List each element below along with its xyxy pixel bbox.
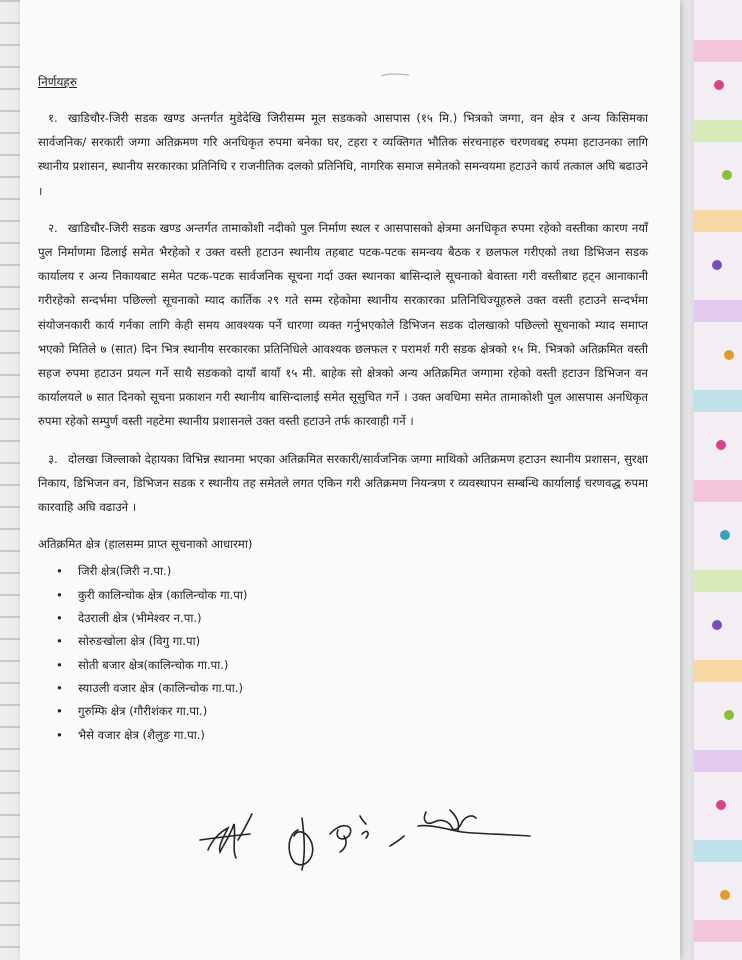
signature-1-icon: [200, 814, 252, 858]
bullet-icon: •: [56, 657, 63, 672]
signature-3-icon: [330, 816, 368, 852]
list-item: [56, 630, 648, 653]
list-item: [56, 677, 648, 700]
bullet-icon: •: [56, 727, 63, 742]
list-item: [56, 607, 648, 630]
bullet-icon: •: [56, 611, 63, 626]
bullet-icon: •: [56, 587, 63, 602]
paragraph-text: खाडिचौर-जिरी सडक खण्ड अन्तर्गत मुडेदेखि जिरीसम्म मूल सडकको आसपास (१५ मि.) भित्रको जग्गा, वन क्षेत्र र अन्य किसिमका सार्वजनिक/ सरकारी जग्गा अतिक्रमण गरि अनधिकृत रुपमा बनेका घर, टहरा र व्यक्तिगत भौतिक संरचनाहरु चरणवबद्द रुपमा हटाउनका लागि स्थानीय प्रशासन, स्थानीय सरकारका प्रतिनिधि र राजनीतिक दलको प्रतिनिधि, नागरिक समाज समेतको समन्वयमा हटाउने कार्य तत्काल अघि बढाउने ।: [38, 111, 648, 198]
area-name: सोती बजार क्षेत्र(कालिन्चोक गा.पा.): [78, 657, 229, 672]
paragraph-number: २.: [48, 220, 58, 235]
bullet-icon: •: [56, 564, 63, 579]
list-item: [56, 700, 648, 723]
signature-2-icon: [289, 818, 313, 870]
area-name: स्याउली वजार क्षेत्र (कालिन्चोक गा.पा.): [78, 680, 243, 695]
area-name: भैसे वजार क्षेत्र (शैलुङ गा.पा.): [78, 727, 205, 742]
encroached-areas-title: अतिक्रमित क्षेत्र (हालसम्म प्राप्त सूचनाको आधारमा): [38, 537, 253, 552]
area-name: कुरी कालिन्चोक क्षेत्र (कालिन्चोक गा.पा): [78, 587, 248, 602]
paragraph-text: खाडिचौर-जिरी सडक खण्ड अन्तर्गत तामाकोशी नदीको पुल निर्माण स्थल र आसपासको क्षेत्रमा अनधिकृत रुपमा रहेको वस्तीका कारण नयाँ पुल निर्माणमा ढिलाई समेत भैरहेको र उक्त वस्ती हटाउन स्थानीय तहबाट पटक-पटक समन्वय बैठक र छलफल गरीएको तथा डिभिजन सडक कार्यालय र अन्य निकायबाट समेत पटक-पटक सार्वजनिक सूचना गर्दा उक्त स्थानका बासिन्दाले सूचनाको बेवास्ता गरी वस्तीबाट हट्न आनाकानी गरीरहेको सन्दर्भमा पछिल्लो सूचनाको म्याद कार्तिक २९ गते सम्म रहेकोमा स्थानीय सरकारका प्रतिनिधिज्यूहरुले उक्त वस्ती हटाउने सन्दर्भमा संयोजनकारी कार्य गर्नका लागि केही समय आवश्यक पर्ने धारणा व्यक्त गर्नुभएकोले डिभिजन सडक दोलखाको पछिल्लो सूचनाको म्याद समाप्त भएको मितिले ७ (सात) दिन भित्र स्थानीय सरकारका प्रतिनिधिले आवश्यक छलफल र परामर्श गरी सडक क्षेत्रको १५ मि. भित्रको अतिक्रमित वस्ती सहज रुपमा हटाउन प्रयत्न गर्ने साथै सडकको दायाँ बायाँ १५ मी. बाहेक सो क्षेत्रको अन्य अतिक्रमित जग्गामा रहेको वस्ती हटाउन डिभिजन वन कार्यालयले ७ सात दिनको सूचना प्रकाशन गरी स्थानीय बासिन्दालाई समेत सूसुचित गर्ने । उक्त अवधिमा समेत तामाकोशी पुल आसपास अनधिकृत रुपमा रहेको सम्पुर्ण वस्ती नहटेमा स्थानीय प्रशासनले उक्त वस्ती हटाउने तर्फ कारवाही गर्ने ।: [38, 220, 648, 429]
area-name: गुरुम्फि क्षेत्र (गौरीशंकर गा.पा.): [78, 704, 208, 719]
list-item: [56, 560, 648, 583]
encroached-areas-list: [38, 560, 648, 746]
signature-4-icon: [390, 810, 530, 846]
area-name: सोरुङखोला क्षेत्र (विगु गा.पा): [78, 634, 201, 649]
bullet-icon: •: [56, 680, 63, 695]
list-item: [56, 654, 648, 677]
document-content: [38, 72, 648, 747]
area-name: जिरी क्षेत्र(जिरी न.पा.): [78, 564, 172, 579]
list-item: [56, 724, 648, 747]
page-edge: [680, 0, 694, 960]
list-item: [56, 584, 648, 607]
decisions-heading: निर्णयहरु: [38, 75, 77, 89]
paragraph-text: दोलखा जिल्लाको देहायका विभिन्न स्थानमा भएका अतिक्रमित सरकारी/सार्वजनिक जग्गा माथिको अतिक्रमण हटाउन स्थानीय प्रशासन, सुरक्षा निकाय, डिभिजन वन, डिभिजन सडक र स्थानीय तह समेतले लगत एकिन गरी अतिक्रमण नियन्त्रण र व्यवस्थापन सम्बन्धि कार्यालाई चरणवद्ध रुपमा कारवाहि अघि वढाउने ।: [38, 451, 648, 515]
paragraph-number: ३.: [48, 451, 58, 466]
document-page: [20, 0, 680, 960]
binding-edge: [0, 0, 22, 960]
decorative-notebook-edge: [694, 0, 742, 960]
signatures-block: [190, 800, 550, 880]
bullet-icon: •: [56, 704, 63, 719]
paragraph-number: १.: [48, 111, 58, 125]
bullet-icon: •: [56, 634, 63, 649]
decision-paragraph-3: [38, 447, 648, 520]
decision-paragraph-1: [38, 106, 648, 203]
decision-paragraph-2: [38, 216, 648, 434]
area-name: देउराली क्षेत्र (भीमेश्वर न.पा.): [78, 611, 202, 626]
